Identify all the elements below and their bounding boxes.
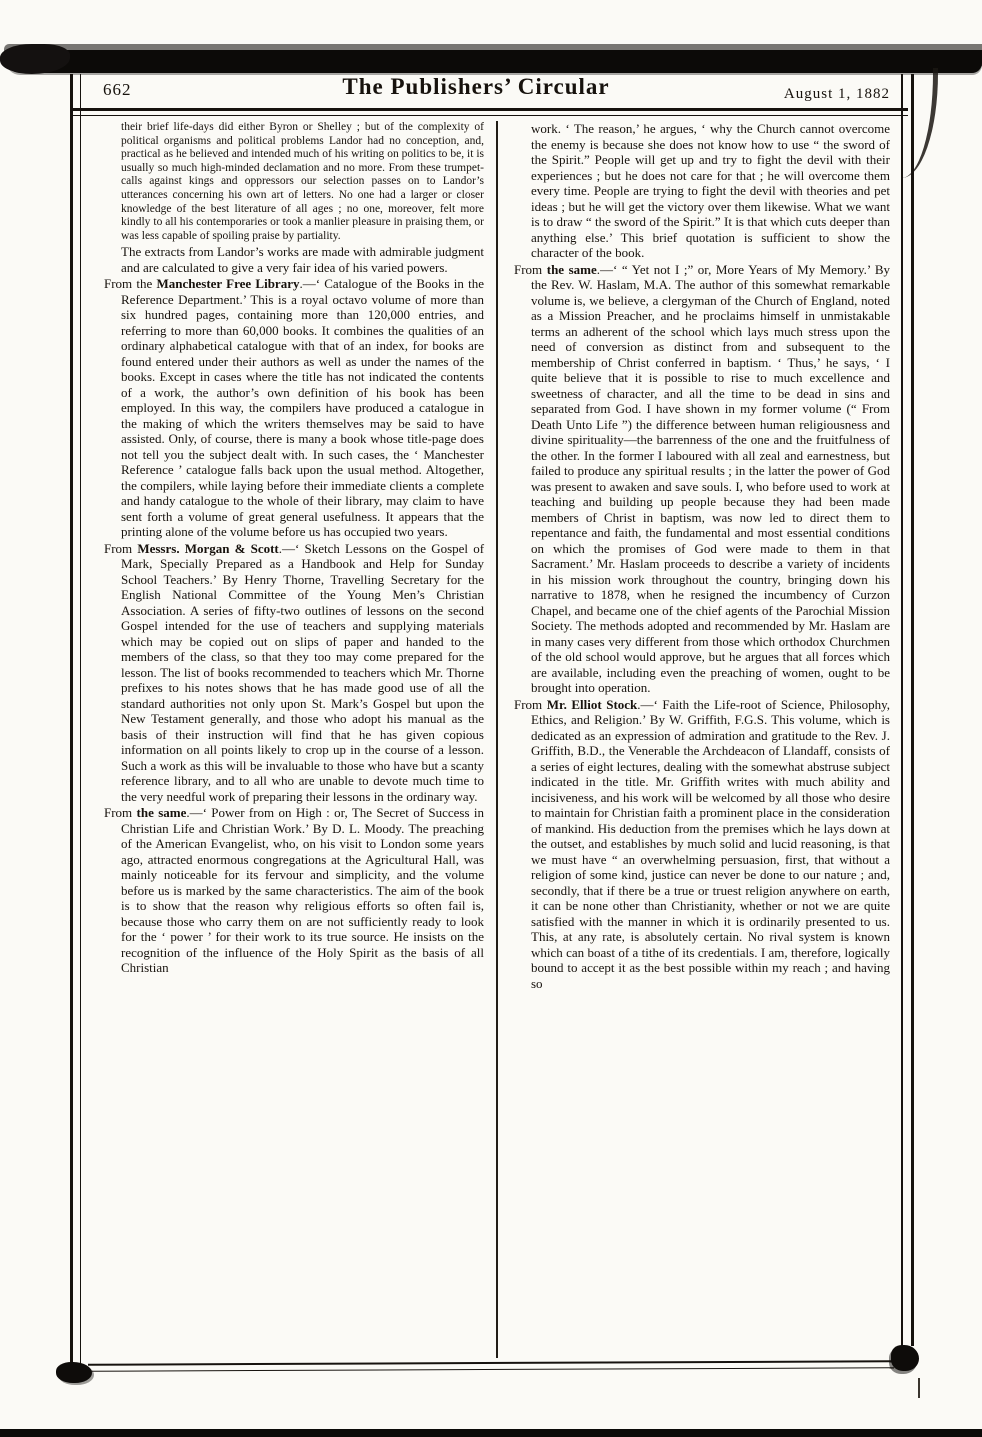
review-entry-morgan-and-scott [104,541,484,805]
paragraph-continuation-landor [104,121,484,243]
scan-edge-band [6,50,982,73]
entry-body: .—‘ Power from on High : or, The Secret of Success in Christian Life and Christian Work.’ By D. L. Moody. The preaching of the American Evangelist, who, on his visit to London some years ago, attracted enormous congregations at the Agricultural Hall, was mainly noticeable for its fervour and simplicity, and the volume before us is marked by the same characteristics. The aim of the book is to show that the reason why religious efforts so often fail is, because those who carry them on are not sufficiently ready to look for the ‘ power ’ for their work to its true source. He insists on the recognition of the influence of the Holy Spirit as the basis of all Christian [121,805,485,976]
entry-body: .—‘ “ Yet not I ;” or, More Years of My Memory.’ By the Rev. W. Haslam, M.A. The author of this somewhat remarkable volume is, we believe, a clergyman of the Church of England, noted as a Mission Preacher, and he proclaims himself in unmistakable terms an adherent of the school which lays much stress upon the need of conversion as distinct from and subsequent to the membership of Christ conferred in baptism. ‘ Thus,’ he says, ‘ I quite believe that it is possible to rise to much excellence and sweetness of character, and all the time to be dead in sins and separated from God. I have shown in my former volume (“ From Death Unto Life ”) the difference between human religiousness and divine spirituality—the barrenness of the one and the fruitfulness of the other. In the former I laboured with all zeal and earnestness, but failed to produce any spiritual results ; in the latter the power of God was present to awaken and save souls. I, who before used to work at teaching and building up people because they had been made members of Christ in baptism, was now led to direct them to repentance and faith, the fundamental and most essential conditions on which the promises of God were made to them in that Sacrament.’ Mr. Haslam proceeds to describe a variety of incidents in his mission work throughout the country, bringing down his narrative to 1878, when he resigned the incumbency of Curzon Chapel, and became one of the chief agents of the Parochial Mission Society. The methods adopted and recommended by Mr. Haslam are in many cases very different from those which orthodox Churchmen of the old school would approve, but he argues that all forces which are available, including even the preaching of women, ought to be brought into operation. [531,261,890,695]
paragraph-landor-extracts [104,244,484,275]
left-column [104,121,484,977]
entry-lead: From [104,805,137,821]
scan-edge-bottom [0,1429,982,1437]
header-double-rule [70,108,908,116]
issue-date: August 1, 1882 [783,86,890,102]
page-title: The Publishers’ Circular [342,74,610,99]
footer-double-rule [88,1360,894,1372]
review-entry-moody-power-from-on-high [104,805,484,976]
frame-rule-right [901,74,914,1346]
frame-rule-right-tail [918,1378,920,1398]
entry-publisher-name: the same [546,261,597,277]
right-column [514,121,890,992]
entry-body: .—‘ Catalogue of the Books in the Reference Department.’ This is a royal octavo volume of more than six hundred pages, containing more than 120,000 entries, and referring to more than 60,000 books. It combines the qualities of an ordinary alphabetical catalogue with that of an index, for books are found entered under their authors as well as under the names of the books. Except in cases where the title has not indicated the contents of a work, the author’s own definition of his book has been employed. In this way, the compilers have produced a catalogue in the making of which the writers themselves may be said to have assisted. Only, of course, there is many a book whose title-page does not tell you the subject dealt with. In such cases, the ‘ Manchester Reference ’ catalogue falls back upon the usual method. Altogether, the compilers, while laying before their immediate clients a complete and handy catalogue to the whole of their library, may claim to have sent forth a volume of great general usefulness. It appears that the printing alone of the volume before us has occupied two years. [121,276,484,540]
entry-publisher-name: Messrs. Morgan & Scott [137,540,279,556]
paragraph-text: The extracts from Landor’s works are made with admirable judgment and are calculated to give a very fair idea of his varied powers. [121,244,484,275]
printer-ornament-left-icon [56,1362,92,1383]
entry-publisher-name: Manchester Free Library [156,276,300,292]
page-number: 662 [103,80,132,99]
paragraph-text: their brief life-days did either Byron or Shelley ; but of the complexity of political organisms and political problems Landor had no conception, and, practical as he believed and intended much of his writing on politics to be, it is usually so much high-minded declamation and no more. From these trumpet-calls against kings and oppressors our selection passes on to Landor’s utterances concerning his own art of letters. No one had a larger or closer knowledge of the best literature of all ages ; no one, moreover, felt more kindly to all his contemporaries or took a manlier pleasure in praising them, or was less capable of spoiling praise by partiality. [121,121,484,242]
entry-publisher-name: the same [136,805,187,821]
frame-rule-left [70,74,81,1364]
entry-lead: From [514,696,547,712]
printer-ornament-right-icon [891,1345,919,1371]
entry-body: .—‘ Faith the Life-root of Science, Philosophy, Ethics, and Religion.’ By W. Griffith, F.G.S. This volume, which is dedicated as an expression of admiration and gratitude to the Rev. J. Griffith, B.D., the Venerable the Archdeacon of Llandaff, consists of a series of eight lectures, dealing with the somewhat abstruse subject indicated in the title. Mr. Griffith writes with much ability and incisiveness, and his work will be welcomed by all those who desire to maintain for Christian faith a prominent place in the consideration of mankind. His deduction from the premises which he lays down at the outset, and establishes by much solid and lucid reasoning, is that we must have “ an overwhelming persuasion, first, that without a religion of some kind, justice can never be done to our nature ; and, secondly, that if there be a true or truest religion anywhere on earth, it can be none other than Christianity, whether or not we are quite satisfied with the manner in which it is ordinarily presented to us. This, at any rate, is absolutely certain. No rival system is known which can boast of a tithe of its credentials. I am, therefore, logically bound to accept it as the best possible within my reach ; and having so [531,696,891,991]
paragraph-continuation-moody [514,121,890,261]
entry-lead: From the [104,276,157,292]
paragraph-text: work. ‘ The reason,’ he argues, ‘ why the Church cannot overcome the enemy is because she does not know how to use “ the sword of the Spirit.” People will get up and try to fight the devil with their experiences ; but he does not care for that ; he will overcome them every time. People are trying to fight the devil with theories and pet ideas ; but he will get the victory over them likewise. What we want is to draw “ the sword of the Spirit.” It is that which cuts deeper than anything else.’ This brief quotation is sufficient to show the character of the book. [531,121,890,260]
entry-lead: From [104,540,138,556]
column-divider-rule [496,121,498,1358]
review-entry-manchester-free-library [104,276,484,540]
review-entry-haslam-yet-not-i [514,262,890,696]
entry-body: .—‘ Sketch Lessons on the Gospel of Mark, Specially Prepared as a Handbook and Help for Sunday School Teachers.’ By Henry Thorne, Travelling Secretary for the English National Committee of the Young Men’s Christian Association. A series of fifty-two outlines of lessons on the second Gospel intended for the use of teachers and supplying materials which may be copied out on slips of paper and handed to the members of the class, so that they too may come prepared for the lesson. The list of books recommended to teachers which Mr. Thorne prefixes to his notes shows that he has made good use of all the standard authorities not only upon St. Mark’s Gospel but upon the New Testament generally, and those who adopt his manual as the basis of their instruction will find that he has given copious information on all points likely to crop up in the course of a lesson. Such a work as this will be invaluable to those who have but a scanty reference library, and to all who are unable to devote much time to the very needful work of preparing their lessons in the ordinary way. [121,540,485,804]
review-entry-elliot-stock [514,697,890,992]
entry-lead: From [514,261,547,277]
entry-publisher-name: Mr. Elliot Stock [546,696,638,712]
